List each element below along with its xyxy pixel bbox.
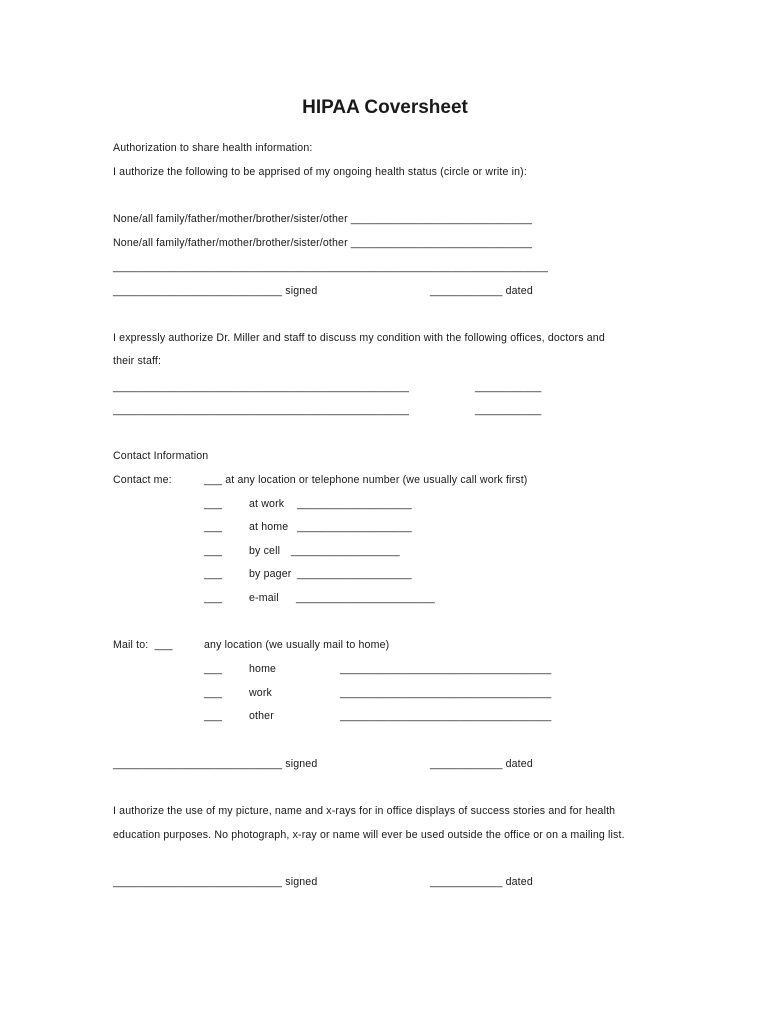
office-blank-2[interactable]: ___________ xyxy=(475,404,542,416)
contact-heading: Contact Information xyxy=(113,450,209,462)
authorization-instruction: I authorize the following to be apprised of my ongoing health status (circle or write in): xyxy=(113,166,527,178)
contact-label-work: at work xyxy=(249,498,285,510)
family-option-line-1[interactable]: None/all family/father/mother/brother/sister/other ______________________________ xyxy=(113,213,533,225)
picture-authorization-text: I authorize the use of my picture, name and x-rays for in office displays of success stories and for health xyxy=(113,805,616,817)
authorization-intro: Authorization to share health information: xyxy=(113,142,313,154)
mail-label-home: home xyxy=(249,663,277,675)
picture-authorization-text-cont: education purposes. No photograph, x-ray or name will ever be used outside the office or on a mailing list. xyxy=(113,829,625,841)
signature-line-3[interactable]: ____________________________ signed xyxy=(113,876,318,888)
contact-check-email[interactable]: ___ xyxy=(204,592,223,604)
signature-line-1[interactable]: ____________________________ signed xyxy=(113,285,318,297)
contact-check-home[interactable]: ___ xyxy=(204,521,223,533)
mail-line-work[interactable]: ___________________________________ xyxy=(340,687,552,699)
contact-check-pager[interactable]: ___ xyxy=(204,568,223,580)
date-line-2[interactable]: ____________ dated xyxy=(430,758,533,770)
family-option-line-2[interactable]: None/all family/father/mother/brother/sister/other ______________________________ xyxy=(113,237,533,249)
mail-check-work[interactable]: ___ xyxy=(204,687,223,699)
mail-check-other[interactable]: ___ xyxy=(204,710,223,722)
mail-line-other[interactable]: ___________________________________ xyxy=(340,710,552,722)
mail-any-location: any location (we usually mail to home) xyxy=(204,639,390,651)
contact-line-pager[interactable]: ___________________ xyxy=(297,568,412,580)
contact-check-cell[interactable]: ___ xyxy=(204,545,223,557)
contact-label-home: at home xyxy=(249,521,289,533)
contact-label-cell: by cell xyxy=(249,545,281,557)
mail-line-home[interactable]: ___________________________________ xyxy=(340,663,552,675)
mail-to-label[interactable]: Mail to: ___ xyxy=(113,639,173,651)
date-line-3[interactable]: ____________ dated xyxy=(430,876,533,888)
office-blank-1[interactable]: ___________ xyxy=(475,381,542,393)
discuss-authorization-text-cont: their staff: xyxy=(113,355,162,367)
office-line-1[interactable]: _________________________________________________ xyxy=(113,381,410,393)
discuss-authorization-text: I expressly authorize Dr. Miller and staff to discuss my condition with the following offices, doctors and xyxy=(113,332,605,344)
contact-line-cell[interactable]: __________________ xyxy=(291,545,400,557)
blank-write-in-line[interactable]: ________________________________________________________________________ xyxy=(113,261,549,273)
mail-label-work: work xyxy=(249,687,272,699)
signature-line-2[interactable]: ____________________________ signed xyxy=(113,758,318,770)
mail-check-home[interactable]: ___ xyxy=(204,663,223,675)
contact-any-location[interactable]: ___ at any location or telephone number (we usually call work first) xyxy=(204,474,528,486)
contact-line-email[interactable]: _______________________ xyxy=(296,592,435,604)
contact-line-home[interactable]: ___________________ xyxy=(297,521,412,533)
contact-me-label: Contact me: xyxy=(113,474,172,486)
contact-line-work[interactable]: ___________________ xyxy=(297,498,412,510)
contact-check-work[interactable]: ___ xyxy=(204,498,223,510)
office-line-2[interactable]: _________________________________________________ xyxy=(113,404,410,416)
page-title: HIPAA Coversheet xyxy=(302,97,468,118)
date-line-1[interactable]: ____________ dated xyxy=(430,285,533,297)
contact-label-pager: by pager xyxy=(249,568,292,580)
contact-label-email: e-mail xyxy=(249,592,279,604)
mail-label-other: other xyxy=(249,710,274,722)
